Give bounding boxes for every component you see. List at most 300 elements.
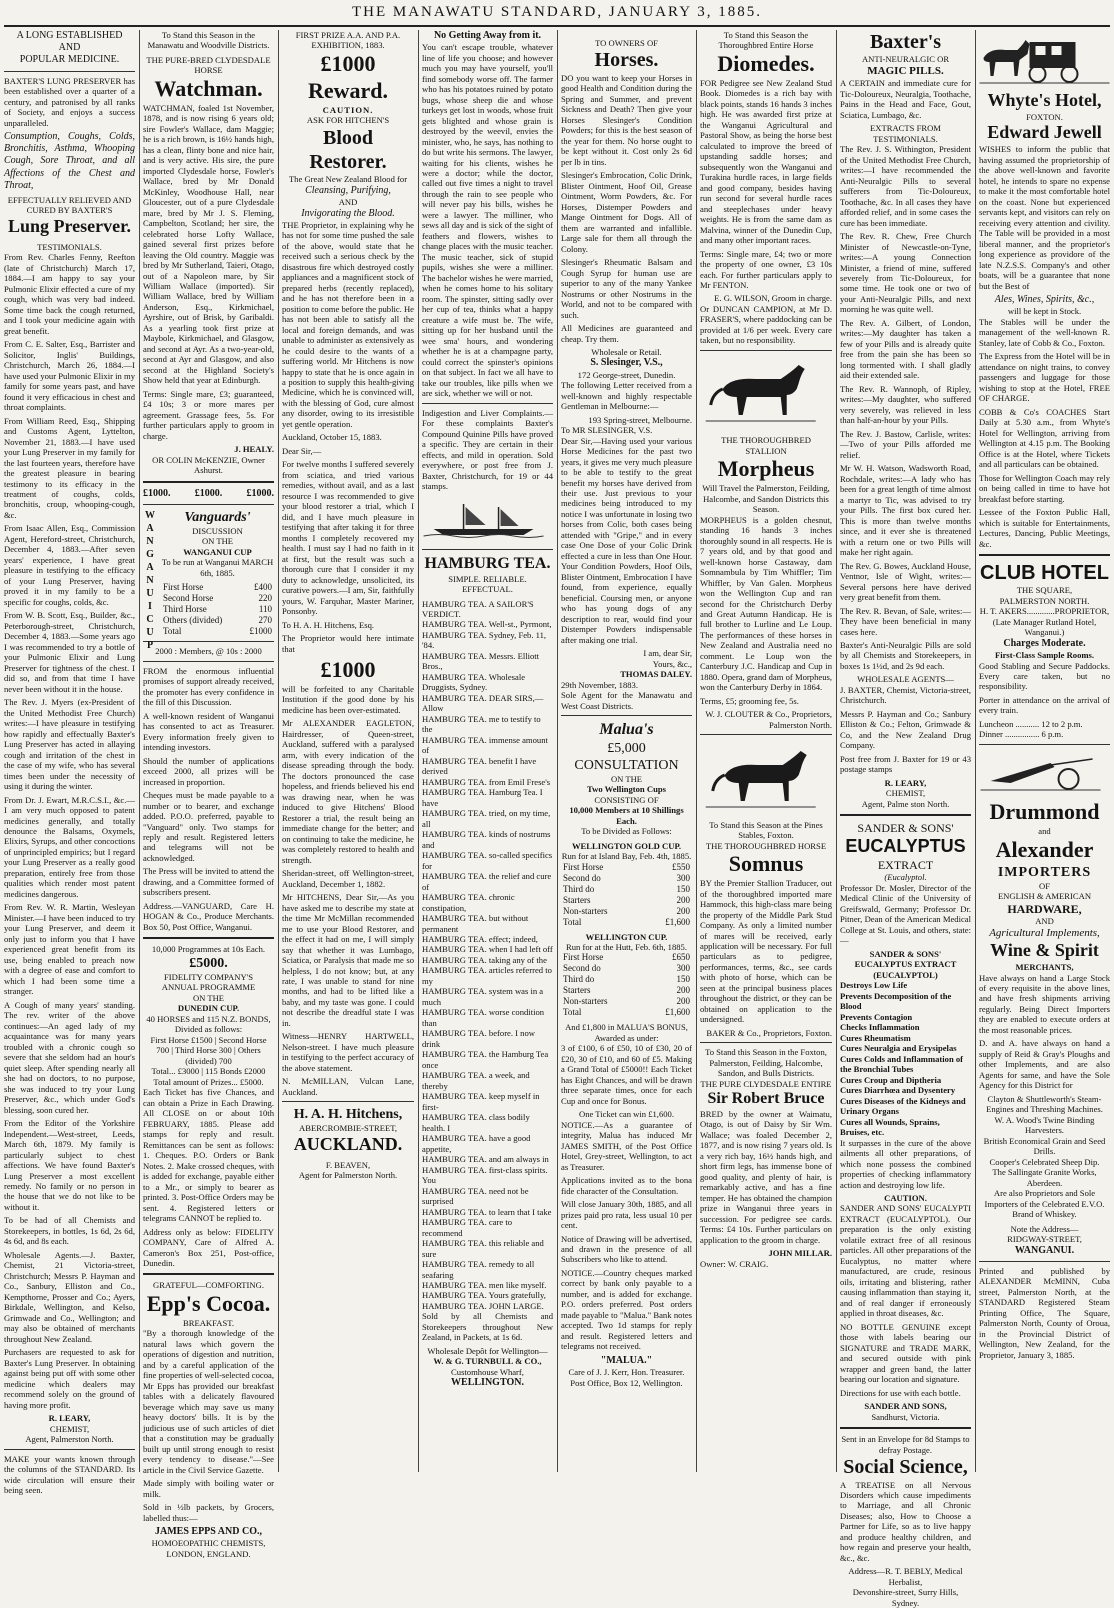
vertical-letter: I	[148, 600, 152, 612]
ad-line: To H. A. H. Hitchens, Esq.	[282, 619, 375, 630]
column-rule	[836, 30, 837, 1472]
ad-line: Charges Moderate.	[1003, 637, 1086, 649]
owner: OR COLIN McKENZIE, Owner Ashurst.	[152, 454, 265, 476]
ad-title: Epp's Cocoa.	[146, 1290, 271, 1316]
hamburg-line: HAMBURG TEA. Wholesale Druggists, Sydney.	[422, 671, 526, 693]
prize-value: £650	[672, 952, 690, 963]
cure-item: Cures Colds and Inflammation of the Bronchial Tubes	[840, 1053, 964, 1075]
divider	[143, 641, 274, 642]
hamburg-list	[422, 599, 553, 1312]
cure-item: Checks Inflammation	[840, 1022, 920, 1033]
column-7	[840, 30, 971, 1608]
hamburg-line: HAMBURG TEA. DEAR SIRS,—Allow	[422, 692, 544, 714]
ad-body: Each Ticket has five Chances, and can obtain a Prize in Each Drawing. All CLOSE on or about 10th FEBRUARY, 1885. Please add stamps for reply and result. Remittances can be sent as follows: 1. Cheques. P.O. Orders or Bank Notes. 2. Make crossed cheques, with is added for exchange, payable either to a Mr., or simply to bearer as printed. 3. Post-Office Orders may be sent. 4. Registered letters or telegrams CANNOT be replied to.	[143, 1087, 274, 1224]
column-rule	[278, 30, 279, 1472]
masthead: THE MANAWATU STANDARD, JANUARY 3, 1885.	[351, 4, 763, 20]
ad-line: WHOLESALE AGENTS—	[857, 674, 954, 685]
ad-body: FROM the enormous influential promises of support already received, the promoter has every confidence in the fill of this Discussion.	[143, 665, 274, 708]
ad-line: F. BEAVEN,	[325, 1159, 371, 1170]
prize-row	[561, 963, 692, 974]
ad-line: BREAKFAST.	[182, 1317, 234, 1328]
prize-row	[561, 895, 692, 906]
hamburg-line: HAMBURG TEA. and am always in	[422, 1154, 549, 1165]
ad-body: D. and A. have always on hand a supply of Reid & Gray's Ploughs and other Implements, and are also Agents for same, and have the Sole Agency for this District for	[979, 1038, 1110, 1091]
agent-name: R. LEARY,	[884, 777, 927, 788]
hamburg-line: HAMBURG TEA. Well-st., Pyrmont,	[422, 619, 552, 630]
ad-line: 172 George-street, Dunedin.	[577, 369, 676, 380]
cures-list	[840, 980, 971, 1137]
ad-body: Slesinger's Embrocation, Colic Drink, Blister Ointment, Hoof Oil, Grease Ointment, Worm Powders, &c. For Horses, Distemper Powders and Mange Ointment for Dogs. All of them are warranted and infallible. Large sale for them all through the Colony.	[561, 170, 692, 254]
divider	[4, 71, 135, 72]
article-body: You can't escape trouble, whatever line of life you choose; and however much you may have yourself, you'll find somebody worse off. The farmer who has his potatoes ruined by potato bugs, whose sheep die and whose turkeys get lost in woods, whose fruit gets blighted and whose grain is destroyed by the weevil, envies the minister, who, he says, has nothing to do but write his sermons. The lawyer, waiting for his clients, wishes he were a doctor; while the doctor, called out five times a night to travel through the rain to see people who will never pay his bills, wishes he were a lawyer. The milliner, who sews all day and is sick of the sight of feathers and flowers, wishes to change places with the music teacher. The music teacher, sick of stupid pupils, wishes she were a milliner. The bachelor wishes he were married, when he comes home to his solitary room. The spinster, sitting sadly over her cup of tea, thinks what a happy creature a wife must be. The wife, sitting up for her husband until the wee sma' hours, and wondering whether he is at a champagne party, could correct the spinster's opinions on that subject. In fact we all have to take our troubles, like pills when we are sick, whether we will or not.	[422, 42, 553, 399]
testimonial: The Rev. R. Bevan, of Sale, writes:—They have been beneficial in many cases here.	[840, 605, 971, 637]
plough-illustration	[979, 753, 1102, 793]
hamburg-line: HAMBURG TEA. men like myself.	[422, 1279, 547, 1290]
ad-line: 193 Spring-street, Melbourne.	[588, 414, 692, 425]
horse-name: Morpheus	[717, 456, 815, 482]
ad-heading: A LONG ESTABLISHED	[16, 30, 123, 41]
ad-body: 3 of £100, 6 of £50, 10 of £30, 20 of £20, 30 of £10, and 60 of £5. Making a Grand Total of £5000!! Each Ticket has Eight Chances, and will be drawn three separate times, once for each Cup and once for Bonus.	[561, 1043, 692, 1106]
prize-value: 200	[676, 985, 690, 996]
ad-heading: AND	[58, 42, 81, 54]
divider	[143, 481, 274, 483]
ad-body: Lessee of the Foxton Public Hall, which is suitable for Entertainments, Lectures, Dancing, Public Meetings, &c.	[979, 507, 1110, 549]
prize-value: £1,600	[665, 1007, 690, 1018]
testimonial: A Cough of many years' standing. The rev. writer of the above continues:—An aged lady of my acquaintance was for many years troubled with a chronic cough so severe that she seldom had an hour's quiet sleep. After spending nearly all she had on doctors, to no purpose, she was induced to try your Lung Preserver, &c., which under God's blessing, soon cured her.	[4, 999, 135, 1115]
ad-title: Drummond	[989, 799, 1100, 825]
ad-line: Owner: W. CRAIG.	[700, 1258, 769, 1269]
prize-label: Total	[563, 1007, 582, 1018]
ad-body: Purchasers are requested to ask for Baxter's Lung Preserver. In obtaining against being put off with some other medicine which dealers may recommend solely on the ground of having more profit.	[4, 1347, 135, 1410]
divider	[143, 937, 274, 939]
ad-line: TO OWNERS OF	[595, 38, 658, 48]
ad-body: Terms, £5; grooming fee, 5s.	[700, 695, 799, 706]
ad-body: Baxter's Anti-Neuralgic Pills are sold by all Chemists and Storekeepers, in boxes 1s 1½d, and 2s 9d each.	[840, 639, 971, 671]
ad-body: The Press will be invited to attend the drawing, and a Committee formed of subscribers present.	[143, 866, 274, 898]
ad-title: CLUB HOTEL	[980, 562, 1109, 585]
ad-line: Address—R. T. BEBLY, Medical Herbalist,	[848, 1566, 963, 1587]
hamburg-line: HAMBURG TEA. remedy to all seafaring	[422, 1259, 535, 1280]
vertical-label	[143, 509, 157, 652]
prize-row	[561, 985, 692, 996]
ad-line: and	[1038, 826, 1051, 837]
prize-label: Total	[163, 626, 182, 637]
ad-line: 2000 : Members, @ 10s : 2000	[155, 646, 262, 657]
divider	[4, 1449, 135, 1450]
ad-line: WELLINGTON GOLD CUP.	[571, 840, 682, 851]
ad-line: Will Travel the Palmerston, Feilding, Halcombe, and Sandon Districts this Season.	[702, 483, 830, 515]
agency-item: W. A. Wood's Twine Binding Harvesters.	[994, 1114, 1095, 1136]
ad-line: To Stand this Season at the Pines Stables, Foxton.	[709, 819, 823, 841]
testimonial: Mr W. H. Watson, Wadsworth Road, Rochdale, writes:—A lady who has been for a great length of time almost a martyr to Tic, was advised to try your Pills. The first box cured her. This is more than twelve months since, and it ever she is threatened with a return one or two Pills will make her right again.	[840, 463, 971, 558]
ad-line: 29th November, 1883.	[561, 679, 638, 690]
ad-body: Made simply with boiling water or milk.	[143, 1478, 274, 1499]
prize-label: Third do	[563, 883, 595, 894]
ad-line: LONDON, ENGLAND.	[166, 1548, 251, 1559]
hamburg-line: HAMBURG TEA. so-called specifics for	[422, 850, 553, 871]
section-heading: CAUTION.	[884, 1192, 927, 1203]
hamburg-line: HAMBURG TEA. a week, and thereby	[422, 1070, 530, 1091]
ad-body: Dear Sir,—	[282, 445, 322, 456]
ad-line: THE PURE CLYDESDALE ENTIRE	[700, 1078, 832, 1089]
vertical-letter: G	[146, 548, 154, 560]
ad-line: EFFECTUALLY RELIEVED AND	[7, 194, 132, 205]
vertical-letter: U	[146, 587, 154, 599]
ad-line: To be Divided as Follows:	[581, 826, 672, 837]
pounds-label: £1000.	[143, 487, 171, 499]
ad-body: Mr ALEXANDER EAGLETON, Hairdresser, of Queen-street, Auckland, suffered with a paralysed arm, with every indication of the disease spreading through the body. The doctors pronounced the case hopeless, and friends believed his end was drawing near, when he was induced to give Hitchens' Blood Restorer a trial, the result being an immediate change for the better; and on continuing to take the medicine, he was completely restored to health and strength.	[282, 718, 414, 865]
ad-line: Total... £3000 | 115 Bonds £2000	[151, 1066, 266, 1077]
column-6	[700, 30, 832, 1472]
prize-value: £1,600	[665, 916, 690, 927]
hamburg-line: HAMBURG TEA. Sydney, Feb. 11, '84.	[422, 629, 547, 651]
horse-illustration	[700, 743, 821, 813]
ad-line: Wholesale Depôt for Wellington—	[427, 1345, 548, 1356]
pounds-label: £1000.	[194, 487, 223, 499]
hamburg-line: HAMBURG TEA. system was in a much	[422, 986, 544, 1007]
ad-body: It surpasses in the cure of the above ailments all other preparations, of which none possess the combined properties of checking inflammatory action and destroying low life.	[840, 1137, 971, 1190]
prize-label: Total	[563, 916, 582, 927]
prize-row	[161, 604, 274, 615]
ad-line: CAUTION.	[322, 104, 374, 115]
horse-illustration	[700, 359, 821, 429]
prize-row	[161, 615, 274, 626]
prize-value: 200	[676, 905, 690, 916]
column-rule	[696, 30, 697, 1472]
ad-body: Those for Wellington Coach may rely on being called in time to have hot breakfast before starting.	[979, 472, 1110, 504]
agency-item: British Economical Grain and Seed Drills.	[983, 1135, 1106, 1157]
ad-line: One Ticket can win £1,600.	[578, 1109, 674, 1120]
ad-body: will be forfeited to any Charitable Institution if the good done by his medicine has been over-estimated.	[282, 683, 414, 715]
ad-body: Mr HITCHENS, Dear Sir,—As you have asked me to describe my state at the time Mr McMillan recommended me to use your Blood Restorer, and the effect it had on me, I will simply say that whether it was Lumbago, Sciatica, or Paralysis that made me so helpless, I do not know; but, at any rate, I was unable to stand for nine months, and had to be lifted like a baby, and my taste was gone. I could not describe the dreadful state I was in.	[282, 892, 414, 1028]
ad-line: To MR SLESINGER, V.S.	[561, 425, 653, 436]
horse-name: Watchman.	[154, 75, 263, 101]
horse-name: Sir Robert Bruce	[707, 1090, 825, 1108]
ad-body: SANDER AND SONS' EUCALYPTI EXTRACT (EUCALYPTOL). Our preparation is the only existing volatile extract free of all resinous particles. All other preparations of the Eucalyptus, no matter where manufactured, are crude, resinous oils, irritating and blistering, rather causing inflammation than staying it, and of real danger if erroneously applied in throat diseases, &c.	[840, 1203, 971, 1319]
hamburg-line: HAMBURG TEA. the Hamburg Tea once	[422, 1049, 549, 1070]
divider	[700, 350, 832, 351]
ad-line: Agent for Palmerston North.	[298, 1170, 398, 1181]
ad-line: Sandhurst, Victoria.	[871, 1411, 940, 1422]
vertical-letter: U	[146, 626, 154, 638]
ad-line: N. McMILLAN, Vulcan Lane, Auckland.	[282, 1076, 414, 1097]
divider	[840, 814, 971, 816]
ad-body: Terms: Single mare, £3; guaranteed, £4 10s; 3 or more mares per agreement. Grassage fees, 5s. For further particulars apply to groom in charge.	[143, 388, 274, 441]
testimonial: From Rev. Charles Fenny, Reefton (late of Christchurch) March 17, 1884.—I am happy to say your Pulmonic Elixir effected a cure of my cough, which was very bad indeed. Some time back the cough returned, and I took your medicine again with great benefit.	[4, 252, 135, 336]
ad-line: To be run at Wanganui MARCH 6th, 1885.	[161, 557, 274, 578]
ad-amount: £5000.	[189, 955, 228, 971]
vertical-letter: N	[146, 535, 154, 547]
ad-body: Witness—HENRY HARTWELL, Nelson-street. I have much pleasure in testifying to the perfect accuracy of the above statement.	[282, 1031, 414, 1073]
hamburg-line: HAMBURG TEA. JOHN LARGE.	[422, 1300, 544, 1311]
ad-body: Have always on hand a Large Stock of every requisite in the above lines, and have fresh shipments arriving regularly. Being Direct Importers they are enabled to execute orders at the most reasonable prices.	[979, 972, 1110, 1035]
vertical-letter: A	[146, 522, 154, 534]
ad-line: AND	[1035, 916, 1054, 927]
ad-line: SANDER & SONS' EUCALYPTUS EXTRACT (EUCALYPTOL)	[854, 948, 957, 980]
ad-line: Yours, &c.,	[652, 658, 692, 669]
prize-row	[161, 582, 274, 593]
cure-item: Prevents Decomposition of the Blood	[840, 990, 952, 1012]
hamburg-line: HAMBURG TEA. have a good appetite,	[422, 1133, 531, 1154]
prize-row	[561, 884, 692, 895]
agency-item: Are also Proprietors and Sole Importers of the Celebrated E.V.O. Brand of Whiskey.	[984, 1188, 1105, 1220]
hamburg-line: HAMBURG TEA. keep myself in first-	[422, 1091, 540, 1112]
ad-line: ANTI-NEURALGIC OR	[861, 54, 950, 65]
hamburg-line: HAMBURG TEA. effect; indeed,	[422, 934, 538, 944]
ad-line: Two Wellington Cups	[587, 784, 666, 795]
owner: J. HEALY.	[234, 444, 274, 455]
cure-item: Cures all Wounds, Sprains, Bruises, etc.	[840, 1116, 940, 1138]
pounds-label: £1000.	[246, 487, 274, 499]
ad-body: The Stables will be under the management of the well-known R. Stanley, late of Cobb & Co., Foxton.	[979, 316, 1110, 348]
ad-line: ASK FOR HITCHEN'S	[306, 115, 390, 126]
ad-title: £5,000 CONSULTATION	[574, 740, 679, 773]
ad-title: EUCALYPTUS	[845, 835, 966, 856]
ad-line: HARDWARE,	[1007, 901, 1082, 916]
prize-value: £550	[672, 861, 690, 872]
prize-value: 150	[676, 883, 690, 894]
divider	[143, 1273, 274, 1275]
ad-firm: SANDER AND SONS,	[864, 1401, 947, 1412]
ad-body: Good Stabling and Secure Paddocks. Every care taken, but no responsibility.	[979, 660, 1110, 692]
divider	[840, 1427, 971, 1429]
column-5	[561, 30, 692, 1472]
ad-line: Note the Address—	[1010, 1223, 1079, 1234]
vertical-letter: W	[145, 509, 155, 521]
prize-value: £1000	[249, 626, 272, 637]
ad-body: FOR Pedigree see New Zealand Stud Book. Diomedes is a rich bay with black points, stands 16 hands 3 inches high. He was awarded first prize at the Wanganui Agricultural and Pastoral Show, as being the horse best calculated to improve the breed of upstanding saddle horses; and subsequently won the Wanganui and Turakina hurdle races, in large fields and good company, besides having run second for several hurdle races and steeplechases under heavy weights. He is from the same dam as Malvina, winner of the Dunedin Cup, and many other important races.	[700, 77, 832, 246]
hamburg-line: HAMBURG TEA. benefit I have derived	[422, 755, 537, 777]
prize-value: 200	[676, 996, 690, 1007]
ad-line: ON THE	[201, 536, 234, 547]
cure-item: Cures Diarrhœa and Dysentery	[840, 1085, 956, 1096]
testimonial: From William Reed, Esq., Shipping and Customs Agent, Lyttelton, November 21, 1883.—I have used your Lung Preserver in my family for the last fourteen years, therefore have the greatest pleasure in bearing testimony to its efficacy in the treatment of coughs, colds, bronchitis, croup, whooping-cough, &c.	[4, 415, 135, 520]
testimonial: The Rev. R. Wannoph, of Ripley, writes:—My daughter, who suffered very severely, was relieved in less than half-an-hour by your Pills.	[840, 383, 971, 426]
ad-line: OF	[1039, 880, 1050, 891]
prize-row	[561, 1007, 692, 1018]
ad-firm: S. Slesinger, V.S.,	[590, 357, 663, 369]
ad-line: E. G. WILSON, Groom in charge.	[714, 293, 832, 304]
ad-line: Customhouse Wharf,	[451, 1366, 524, 1377]
vanguard-ad	[143, 509, 274, 651]
ad-line: ANNUAL PROGRAMME	[161, 982, 256, 993]
divider	[979, 1261, 1110, 1262]
ad-line: Care of J. J. Kerr, Hon. Treasurer. Post Office, Box 12, Wellington.	[568, 1367, 685, 1388]
ad-line: WANGANUI.	[1014, 1244, 1075, 1256]
hamburg-line: HAMBURG TEA. articles referred to my	[422, 965, 552, 986]
testimonial: From the Editor of the Yorkshire Independent.—West-street, Leeds, March 6th, 1879. My family is particularly subject to chest affections. We have found Baxter's Lung Preserver a most excellent remedy. No family or no person in the house that we do not like to be without it.	[4, 1118, 135, 1212]
ad-body: Sold by all Chemists and Storekeepers throughout New Zealand, in Packets, at 1s 6d.	[422, 1311, 553, 1343]
ad-line: ABERCROMBIE-STREET,	[299, 1123, 397, 1134]
hamburg-line: HAMBURG TEA. taking any of the	[422, 954, 547, 965]
ad-body: Sole Agent for the Manawatu and West Coast Districts.	[561, 690, 692, 711]
hamburg-line: HAMBURG TEA. to learn that I take	[422, 1206, 552, 1217]
ad-body: NOTICE.—As a guarantee of integrity, Malua has induced Mr JAMES SMITH, of the Post Office Hotel, Grey-street, Wellington, to act as Treasurer.	[561, 1119, 692, 1172]
prize-row	[561, 862, 692, 873]
ad-title: Edward Jewell	[987, 122, 1102, 143]
hamburg-line: HAMBURG TEA. chronic constipation,	[422, 892, 515, 913]
prize-value: 200	[676, 894, 690, 905]
prize-label: Starters	[563, 894, 591, 905]
testimonial: The Rev. A. Gilbert, of London, writes:—My daughter has taken a few of your Pills and is already quite free from the pain she has been so long tormented with. I shall gladly aid their extended sale.	[840, 317, 971, 381]
ad-line: 10,000 Members at 10 Shillings Each.	[569, 805, 684, 826]
prize-value: 150	[676, 974, 690, 985]
ad-body: For twelve months I suffered severely from sciatica, and tried various remedies, without avail, and as a last resource I was recommended to give your blood restorer a trial, which I did, and I have much pleasure in testifying that after taking it for three months I completely recovered my health. I must say I had no faith in it at first, but the result was such a thorough cure that I consider it my duty to acknowledge, unsolicited, its curative powers.—I am, Sir, faithfully yours, W. Farquhar, Master Mariner, Ponsonby.	[282, 459, 414, 617]
prize-row	[561, 996, 692, 1007]
divider	[700, 734, 832, 735]
vertical-letter: C	[146, 613, 154, 625]
ad-line: DUNEDIN CUP.	[177, 1003, 240, 1014]
ad-body: WISHES to inform the public that having assumed the proprietorship of the above well-known and favorite hotel, he intends to spare no expense to make it the most comfortable hotel on the coast. None but experienced servants kept, and visitors can rely on receiving every attention and civility. The Table will be provided in a most liberal manner, and the proprietor's long experience as providore of the late N.Z.S.S. Company's and other boats, will be a guarantee that none but the Best of	[979, 144, 1110, 291]
cure-item: Cures Rheumatism	[840, 1032, 911, 1043]
ad-title: Whyte's Hotel,	[987, 90, 1102, 110]
ad-body: Messrs P. Hayman and Co.; Sanbury Elliston & Co.; Felton, Grimwade & Co, and the New Zealand Drug Company.	[840, 708, 971, 751]
ad-title: Malua's	[599, 721, 654, 739]
prize-row	[161, 593, 274, 604]
prize-label: Third do	[563, 974, 595, 985]
testimonial: The Rev. G. Bowes, Auckland House, Ventnor, Isle of Wight, writes:—Several persons here have derived very great benefit from them.	[840, 560, 971, 603]
column-3	[282, 30, 414, 1472]
ad-body: NOTICE.—Country cheques marked correct by bank only payable to a number, and is added for exchange. P.O. orders preferred. Post orders made payable to "Malua." Bank notes accepted. Two 1d stamps for reply and result. Registered letters and telegrams not received.	[561, 1267, 692, 1352]
ad-body: MAKE your wants known through the columns of the STANDARD. Its wide circulation will ensure their being seen.	[4, 1453, 135, 1496]
ad-line: Auckland, October 15, 1883.	[282, 432, 382, 443]
divider	[979, 744, 1110, 745]
column-4	[422, 30, 553, 1472]
prize-label: Second do	[563, 872, 601, 883]
ad-line: 10,000 Programmes at 10s Each.	[151, 944, 266, 955]
ad-line: ON THE	[610, 773, 643, 784]
ad-signature: "MALUA."	[600, 1354, 653, 1366]
ad-body: Porter in attendance on the arrival of every train.	[979, 694, 1110, 716]
prize-row	[561, 952, 692, 963]
prize-row	[161, 626, 274, 637]
hamburg-line: HAMBURG TEA. kinds of nostrums and	[422, 829, 551, 850]
ad-body: THE Proprietor, in explaining why he has not for some time pushed the sale of the above, would state that he received such a serious check by the disastrous fire which destroyed costly appliances and a magnificent stock of prepared herbs (recently replaced), and he has not therefore been in a position to come before the public. He has not been able to satisfy all the local and foreign demands, and was unable to administer as extensively as he could desire to the wants of a suffering world. Mr Hitchens is now happy to state that he is once again in a position to supply this health-giving Medicine, which he is convinced will, with the blessing of God, cure almost any disorder, owing to its irresistible yet gentle operation.	[282, 219, 414, 429]
ad-line: Invigorating the Blood.	[301, 207, 395, 219]
cure-item: Cures Neuralgia and Erysipelas	[840, 1043, 957, 1054]
ad-line: And £1,800 in MALUA'S BONUS, Awarded as under:	[565, 1022, 688, 1043]
prize-label: First Horse	[563, 952, 604, 963]
ad-line: WELLINGTON.	[451, 1377, 524, 1389]
prize-value: 220	[258, 593, 272, 604]
ad-firm: W. & G. TURNBULL & CO.,	[433, 1356, 542, 1367]
ad-body: Slesinger's Rheumatic Balsam and Cough Syrup for human use are superior to any of the many Yankee Nostrums or other Nostrums in the World, and not to be compared with such.	[561, 257, 692, 320]
ad-line: ENGLISH & AMERICAN	[997, 891, 1092, 902]
agency-list	[979, 1094, 1110, 1220]
ad-line: PALMERSTON NORTH.	[999, 595, 1090, 606]
prize-value: 300	[676, 872, 690, 883]
ad-title: HAMBURG TEA.	[424, 555, 551, 573]
ad-body: WATCHMAN, foaled 1st November, 1878, and is now rising 6 years old; sire Fowler's Wallace, dam Maggie; he is a rich brown, is 16½ hands high, has a clean, flinty bone and nice hair, and is very active. His sire, the pure imported Clydesdale horse, Fowler's Wallace, bred by Mr Donald McKinley, Woodhouse Hall, near Gloucester, out of a pure Clydesdale mare, bred by Mr J. S. Fleming, Campbelton, Scotland; her sire, the celebrated horse Lofty Wallace, gained several first prizes before leaving the Old country. Maggie was bred by Mr Sutherland, Taieri, Otago, out of a Napoleon mare, by Sir William Wallace (imported). Sir William Wallace, bred by William Anderson, Esq., Kirkmichael, Ayrshire, out of Brisk, by Garibaldi. As a yearling took first prize at Maybole, Kirkmichael, and Glasgow, and second at Ayr. As a two-year-old, second at Ayr and Glasgow, and also second at the Highland Society's Show held that year at Edinburgh.	[143, 102, 274, 386]
ad-body: Notice of Drawing will be advertised, and drawn in the presence of all Subscribers who like to attend.	[561, 1233, 692, 1265]
ad-line: Run for at the Hutt, Feb. 6th, 1885.	[565, 942, 688, 952]
ad-line: Sheridan-street, off Wellington-street, Auckland, December 1, 1882.	[282, 868, 414, 889]
ad-line: Cleansing, Purifying,	[305, 184, 391, 196]
hamburg-line: HAMBURG TEA. this reliable and sure	[422, 1238, 544, 1259]
ad-line: Dinner ................ 6 p.m.	[979, 729, 1064, 740]
ad-line: FOXTON.	[1026, 111, 1063, 122]
prize-value: 110	[258, 604, 272, 615]
ad-body: Directions for use with each bottle.	[840, 1387, 961, 1398]
testimonial: From C. E. Salter, Esq., Barrister and Solicitor, Inglis' Buildings, Christchurch, March 26, 1884.—I have used your Pulmonic Elixir in my family for some years past, and have found it very efficacious in chest and throat complaints.	[4, 339, 135, 413]
ad-line: First Horse £1500 | Second Horse 700 | Third Horse 300 | Others (divided) 700	[150, 1034, 267, 1066]
prize-label: First Horse	[563, 861, 604, 872]
vertical-letter: P	[146, 639, 154, 651]
column-8	[979, 30, 1110, 1472]
ad-title: Social Science,	[843, 1456, 968, 1479]
prize-row	[561, 906, 692, 917]
ad-title: Horses.	[594, 49, 659, 72]
ad-line: Devonshire-street, Surry Hills, Sydney.	[852, 1587, 959, 1608]
ad-line: W. J. CLOUTER & Co., Proprietors, Palmerston North.	[705, 709, 832, 730]
hamburg-line: HAMBURG TEA. when I had left off	[422, 944, 553, 955]
ad-line: WANGANUI CUP	[183, 546, 252, 557]
imprint: Printed and published by ALEXANDER McMINN, Cuba street, Palmerston North, at the STANDARD Registered Steam Printing Office, The Square, Palmerston North, County of Oroua, in the Provincial District of Wellington, New Zealand, for the Proprietor, January 3, 1885.	[979, 1265, 1110, 1360]
divider	[561, 715, 692, 716]
ad-body: Applications invited as to the bona fide character of the Consultation.	[561, 1175, 692, 1196]
prize-value: 300	[676, 963, 690, 974]
prize-row	[561, 974, 692, 985]
prize-label: Non-starters	[563, 905, 608, 916]
masthead-rule	[4, 25, 1110, 27]
agent-where: Agent, Palmerston North.	[25, 1434, 114, 1445]
ad-line: GRATEFUL—COMFORTING.	[153, 1280, 264, 1291]
ad-line: (Eucalyptol.	[884, 872, 927, 883]
testimonial: From W. B. Scott, Esq., Builder, &c., Peterborough-street, Christchurch, December 4, 1883.—Some years ago I was recommended to try a bottle of your Pulmonic Elixir and Lung Preserver for tightness of the chest. I did so, and from that time I have never been without it in the house.	[4, 610, 135, 694]
ad-line: Ales, Wines, Spirits, &c.,	[994, 294, 1095, 306]
testimonial: The Rev. J. S. Withington, President of the United Methodist Free Church, writes:—I have recommended the Anti-Neuralgic Pills to several sufferers from Tic-Doloureux, Toothache, &c. In all cases they have afforded relief, and in some cases the cure has been immediate.	[840, 144, 971, 228]
hamburg-line: HAMBURG TEA. Messrs. Elliott Bros.,	[422, 650, 540, 672]
column-1	[4, 30, 135, 1496]
gold-cup-table	[561, 862, 692, 928]
ad-amount: £1000	[320, 657, 376, 683]
testimonial: The Rev. J. Bastow, Carlisle, writes:—Two of your Pills afforded me relief.	[840, 428, 971, 460]
ad-line: Run for at Island Bay, Feb. 4th, 1885.	[561, 851, 692, 862]
ad-title: Wine & Spirit	[990, 940, 1099, 961]
hamburg-line: HAMBURG TEA. from Emil Frese's	[422, 776, 551, 787]
ad-body: The following Letter received from a well-known and highly respectable Gentleman in Melbourne:—	[561, 380, 692, 412]
ad-body: A TREATISE on all Nervous Disorders which cause impediments to Marriage, and all Chronic Diseases; also, How to Choose a Partner for Life, so as to live happy and produce healthy children, and how regain and preserve your health, &c., &c.	[840, 1479, 971, 1563]
hamburg-line: HAMBURG TEA. tried, on my time, all	[422, 808, 551, 829]
ad-line: IMPORTERS	[997, 864, 1092, 880]
ad-line: EXTRACT	[877, 857, 934, 872]
ad-line: DISCUSSION	[192, 525, 243, 536]
ad-body: "By a thorough knowledge of the natural laws which govern the operations of digestion and nutrition, and by a careful application of the fine properties of well-selected cocoa, Mr Epps has provided our breakfast tables with a delicately flavoured beverage which may save us many heavy doctors' bills. It is by the judicious use of such articles of diet that a constitution may be gradually built up until strong enough to resist every tendency to disease."—See article in the Civil Service Gazette.	[143, 1328, 274, 1475]
ad-line: MAGIC PILLS.	[867, 64, 944, 77]
prize-label: Non-starters	[563, 996, 608, 1007]
ad-line: To Stand this Season in the Foxton, Palmerston, Feilding, Halcombe, Sandon, and Bulls Districts.	[705, 1047, 827, 1079]
ad-line: Total amount of Prizes... £5000.	[153, 1076, 264, 1087]
ad-line: The Proprietor would here intimate that	[282, 633, 414, 654]
ad-body: Should the number of applications exceed 2000, all prizes will be increased in proportion.	[143, 755, 274, 787]
hamburg-line: HAMBURG TEA. Yours gratefully,	[422, 1290, 546, 1301]
horse-name: Somnus	[728, 851, 804, 877]
divider	[422, 403, 553, 404]
hamburg-line: HAMBURG TEA. care to recommend	[422, 1217, 513, 1238]
wellington-cup-table	[561, 952, 692, 1018]
column-2	[143, 30, 274, 1559]
prize-table	[161, 582, 274, 637]
ad-body: MORPHEUS is a golden chesnut, standing 16 hands 3 inches thoroughly sound in all respects. He is 7 years old, and by that good and well-known horse Castaway, dam Somnambula by Tim Whiffler; Tim Whiffler, by Van Galen. Morpheus won the Wellington Cup and ran second for the Christchurch Derby and Great Autumn Handicap. He is full brother to Lurline and Le Loup. The performances of these horses in New Zealand and Australia need no comment. Le Loup won the Canterbury J.C. Handicap and Cup in 1880. Opera, grand dam of Morpheus, won the Canterbury Derby in 1864.	[700, 514, 832, 693]
vertical-letter: A	[146, 561, 154, 573]
divider	[282, 1101, 414, 1102]
ad-line: First-Class Sample Rooms.	[994, 650, 1095, 661]
ship-illustration	[422, 499, 545, 539]
divider	[979, 554, 1110, 556]
prize-label: First Horse	[163, 582, 204, 593]
ad-body: Professor Dr. Mosler, Director of the Medical Clinic of the University of Greifswald, Germany; Professor Dr. Pitner, Dean of the American Medical College at St. Louis, and others, state:—	[840, 882, 971, 946]
testimonial: From Dr. J. Ewart, M.R.C.S.I., &c.—I am very much opposed to patent medicines generally, and totally denounce the Balsams, Oxymels, Elixirs, Syrups, and other concoctions of unprincipled empirics; but I regard your Lung Preserver as a really good preparation, entirely free from those qualities which render most patent medicines dangerous.	[4, 794, 135, 899]
